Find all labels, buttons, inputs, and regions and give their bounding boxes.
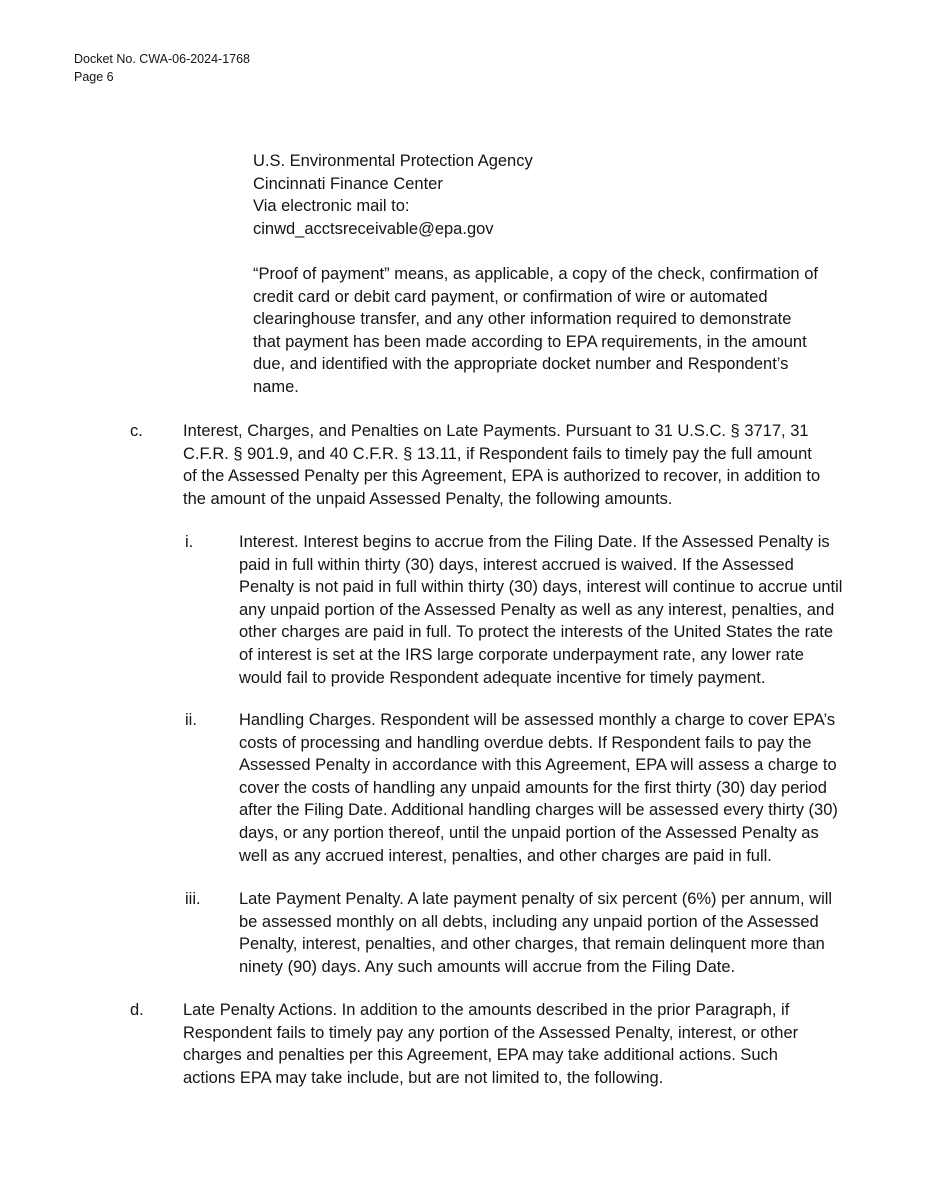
- section-d-marker: d.: [130, 1001, 144, 1019]
- subsection-ii-marker: ii.: [185, 711, 197, 729]
- docket-number: Docket No. CWA-06-2024-1768: [74, 52, 251, 66]
- subsection-iii-marker: iii.: [185, 890, 201, 908]
- address-line-center: Cincinnati Finance Center: [253, 174, 443, 193]
- address-line-email: cinwd_acctsreceivable@epa.gov: [253, 219, 494, 238]
- subsection-ii-text: Handling Charges. Respondent will be assessed monthly a charge to cover EPA’s costs of processing and handling overdue debts. If Respondent fails to pay the Assessed Penalty in accordance with this Agreement, EPA will assess a charge to cover the costs of handling any unpaid amounts for the first thirty (30) day period after the Filing Date. Additional handling charges will be assessed every thirty (30) days, or any portion thereof, until the unpaid portion of the Assessed Penalty as well as any accrued interest, penalties, and other charges are paid in full.: [239, 711, 838, 865]
- section-c-marker: c.: [130, 422, 143, 440]
- page-number: Page 6: [74, 70, 114, 84]
- page-header: [74, 50, 250, 86]
- proof-of-payment-paragraph: “Proof of payment” means, as applicable, a copy of the check, confirmation of credit card or debit card payment, or confirmation of wire or automated clearinghouse transfer, and any other information required to demonstrate that payment has been made according to EPA requirements, in the amount due, and identified with the appropriate docket number and Respondent’s name.: [253, 265, 818, 396]
- address-line-agency: U.S. Environmental Protection Agency: [253, 152, 533, 170]
- address-line-method: Via electronic mail to:: [253, 197, 410, 216]
- subsection-i-marker: i.: [185, 533, 194, 551]
- section-c-text: Interest, Charges, and Penalties on Late Payments. Pursuant to 31 U.S.C. § 3717, 31 C.F.R. § 901.9, and 40 C.F.R. § 13.11, if Respondent fails to timely pay the full amount of the Assessed Penalty per this Agreement, EPA is authorized to recover, in addition to the amount of the unpaid Assessed Penalty, the following amounts.: [183, 422, 821, 508]
- subsection-i-text: Interest. Interest begins to accrue from the Filing Date. If the Assessed Penalty is paid in full within thirty (30) days, interest accrued is waived. If the Assessed Penalty is not paid in full within thirty (30) days, interest will continue to accrue until any unpaid portion of the Assessed Penalty as well as any interest, penalties, and other charges are paid in full. To protect the interests of the United States the rate of interest is set at the IRS large corporate underpayment rate, any lower rate would fail to provide Respondent adequate incentive for timely payment.: [239, 533, 843, 687]
- section-d-text: Late Penalty Actions. In addition to the amounts described in the prior Paragraph, if Respondent fails to timely pay any portion of the Assessed Penalty, interest, or other charges and penalties per this Agreement, EPA may take additional actions. Such actions EPA may take include, but are not limited to, the following.: [183, 1001, 799, 1087]
- subsection-iii-text: Late Payment Penalty. A late payment penalty of six percent (6%) per annum, will be assessed monthly on all debts, including any unpaid portion of the Assessed Penalty, interest, penalties, and other charges, that remain delinquent more than ninety (90) days. Any such amounts will accrue from the Filing Date.: [239, 890, 833, 976]
- payment-address-block: [253, 150, 533, 240]
